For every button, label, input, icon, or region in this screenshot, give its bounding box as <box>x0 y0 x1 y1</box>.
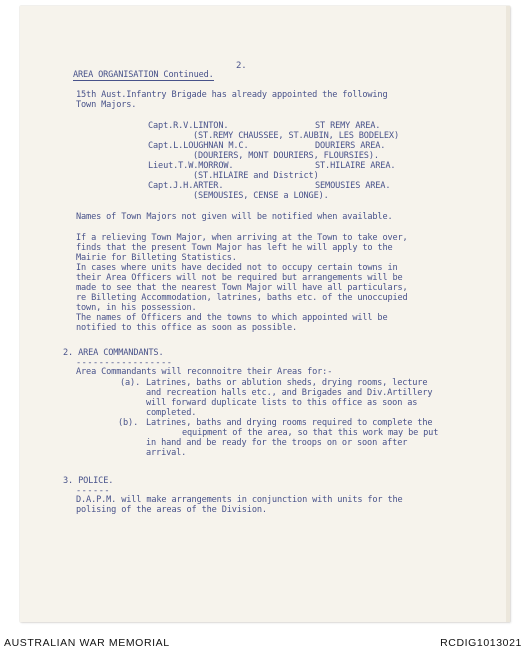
item-a-line: Latrines, baths or ablution sheds, drying rooms, lecture <box>146 378 428 388</box>
town-major-area: DOURIERS AREA. <box>315 141 386 151</box>
town-major-places: (SEMOUSIES, CENSE a LONGE). <box>193 191 329 201</box>
town-major-name: Lieut.T.W.MORROW. <box>148 161 234 171</box>
item-a-line: and recreation halls etc., and Brigades and Div.Artillery <box>146 388 433 398</box>
para-line: notified to this office as soon as possible. <box>76 323 298 333</box>
section-3-line: D.A.P.M. will make arrangements in conjunction with units for the <box>76 495 403 505</box>
town-major-area: ST.HILAIRE AREA. <box>315 161 396 171</box>
town-major-area: ST REMY AREA. <box>315 121 381 131</box>
item-b-line: Latrines, baths and drying rooms required to complete the <box>146 418 433 428</box>
section-3-rule: ------ <box>76 486 111 496</box>
footer-credit: AUSTRALIAN WAR MEMORIAL <box>4 637 170 649</box>
section-2-intro: Area Commandants will reconnoitre their Areas for:- <box>76 367 333 377</box>
town-major-name: Capt.J.H.ARTER. <box>148 181 224 191</box>
item-a-line: completed. <box>146 408 197 418</box>
item-b-line: equipment of the area, so that this work may be put <box>182 428 439 438</box>
town-major-places: (DOURIERS, MONT DOURIERS, FLOURSIES). <box>193 151 379 161</box>
page-fold <box>506 6 510 622</box>
para-line: made to see that the nearest Town Major will have all particulars, <box>76 283 408 293</box>
item-a-label: (a). <box>120 378 141 388</box>
section-2-title: 2. AREA COMMANDANTS. <box>63 348 164 358</box>
para-line: finds that the present Town Major has left he will apply to the <box>76 243 393 253</box>
page-heading: AREA ORGANISATION Continued. <box>73 70 214 80</box>
intro-line-2: Town Majors. <box>76 100 137 110</box>
para-line: In cases where units have decided not to occupy certain towns in <box>76 263 398 273</box>
item-b-line: arrival. <box>146 448 187 458</box>
para-line: their Area Officers will not be required but arrangements will be <box>76 273 403 283</box>
section-2-rule: ----------------- <box>76 358 173 368</box>
page-number: 2. <box>236 61 247 71</box>
para-line: town, in his possession. <box>76 303 197 313</box>
names-note: Names of Town Majors not given will be notified when available. <box>76 212 393 222</box>
town-major-places: (ST.HILAIRE and District) <box>193 171 319 181</box>
para-line: Mairie for Billeting Statistics. <box>76 253 237 263</box>
town-major-name: Capt.L.LOUGHNAN M.C. <box>148 141 249 151</box>
para-line: re Billeting Accommodation, latrines, baths etc. of the unoccupied <box>76 293 408 303</box>
section-3-title: 3. POLICE. <box>63 476 114 486</box>
town-major-places: (ST.REMY CHAUSSEE, ST.AUBIN, LES BODELEX) <box>193 131 399 141</box>
footer-id: RCDIG1013021 <box>440 637 522 649</box>
item-b-line: in hand and be ready for the troops on or soon after <box>146 438 408 448</box>
town-major-name: Capt.R.V.LINTON. <box>148 121 229 131</box>
town-major-area: SEMOUSIES AREA. <box>315 181 391 191</box>
section-3-line: polising of the areas of the Division. <box>76 505 267 515</box>
para-line: The names of Officers and the towns to which appointed will be <box>76 313 388 323</box>
para-line: If a relieving Town Major, when arriving at the Town to take over, <box>76 233 408 243</box>
item-a-line: will forward duplicate lists to this office as soon as <box>146 398 418 408</box>
item-b-label: (b). <box>118 418 139 428</box>
intro-line-1: 15th Aust.Infantry Brigade has already appointed the following <box>76 90 388 100</box>
